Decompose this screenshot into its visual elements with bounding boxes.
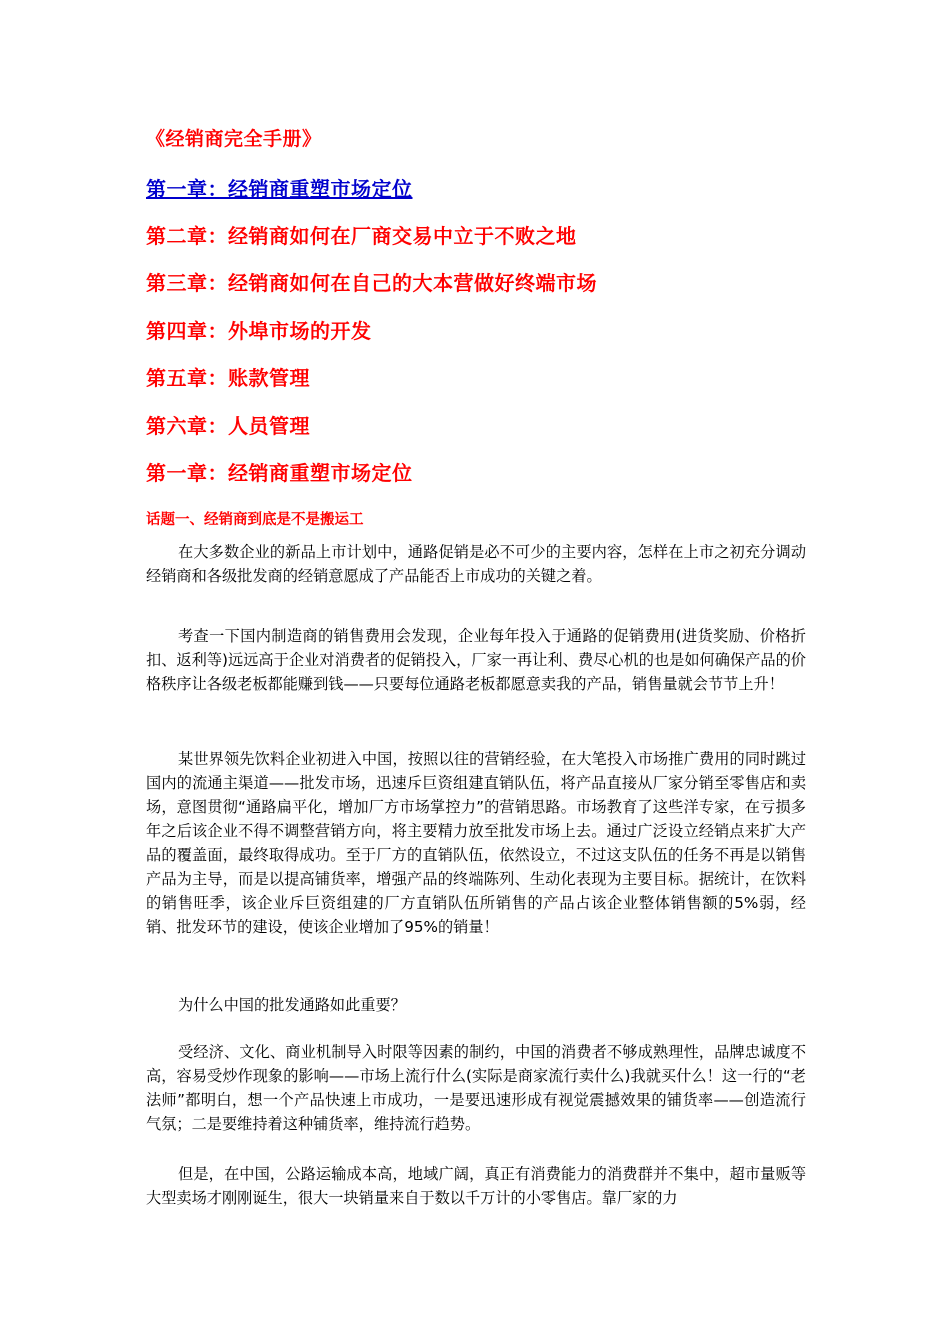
- toc-item-chapter-4: 第四章：外埠市场的开发: [146, 319, 372, 343]
- paragraph-5: 受经济、文化、商业机制导入时限等因素的制约，中国的消费者不够成熟理性，品牌忠诚度不高，容易受炒作现象的影响——市场上流行什么(实际是商家流行卖什么)我就买什么！这一行的“老法师”都明白，想一个产品快速上市成功，一是要迅速形成有视觉震撼效果的铺货率——创造流行气氛；二是要维持着这种铺货率，维持流行趋势。: [146, 1043, 806, 1133]
- paragraph-4: 为什么中国的批发通路如此重要？: [178, 996, 406, 1014]
- toc-item-chapter-3: 第三章：经销商如何在自己的大本营做好终端市场: [146, 271, 597, 295]
- paragraph-1: 在大多数企业的新品上市计划中，通路促销是必不可少的主要内容，怎样在上市之初充分调动经销商和各级批发商的经销意愿成了产品能否上市成功的关键之着。: [146, 543, 806, 585]
- toc-item-chapter-2: 第二章：经销商如何在厂商交易中立于不败之地: [146, 224, 577, 248]
- toc-link-chapter-1[interactable]: 第一章：经销商重塑市场定位: [146, 177, 413, 201]
- paragraph-3: 某世界领先饮料企业初进入中国，按照以往的营销经验，在大笔投入市场推广费用的同时跳过国内的流通主渠道——批发市场，迅速斥巨资组建直销队伍，将产品直接从厂家分销至零售店和卖场，意图贯彻“通路扁平化，增加厂方市场掌控力”的营销思路。市场教育了这些洋专家，在亏损多年之后该企业不得不调整营销方向，将主要精力放至批发市场上去。通过广泛设立经销点来扩大产品的覆盖面，最终取得成功。至于厂方的直销队伍，依然设立，不过这支队伍的任务不再是以销售产品为主导，而是以提高铺货率，增强产品的终端陈列、生动化表现为主要目标。据统计，在饮料的销售旺季，该企业斥巨资组建的厂方直销队伍所销售的产品占该企业整体销售额的5%弱，经销、批发环节的建设，使该企业增加了95%的销量！: [146, 750, 806, 936]
- toc-item-chapter-6: 第六章：人员管理: [146, 414, 310, 438]
- document-title: 《经销商完全手册》: [146, 128, 322, 150]
- paragraph-6: 但是，在中国，公路运输成本高，地域广阔，真正有消费能力的消费群并不集中，超市量贩等大型卖场才刚刚诞生，很大一块销量来自于数以千万计的小零售店。靠厂家的力: [146, 1165, 806, 1207]
- section-heading: 第一章：经销商重塑市场定位: [146, 461, 413, 485]
- toc-item-chapter-5: 第五章：账款管理: [146, 366, 310, 390]
- toc-item-chapter-1[interactable]: [146, 173, 413, 202]
- topic-heading: 话题一、经销商到底是不是搬运工: [146, 512, 364, 528]
- paragraph-2: 考查一下国内制造商的销售费用会发现，企业每年投入于通路的促销费用(进货奖励、价格折扣、返利等)远远高于企业对消费者的促销投入，厂家一再让利、费尽心机的也是如何确保产品的价格秩序让各级老板都能赚到钱——只要每位通路老板都愿意卖我的产品，销售量就会节节上升！: [146, 627, 806, 693]
